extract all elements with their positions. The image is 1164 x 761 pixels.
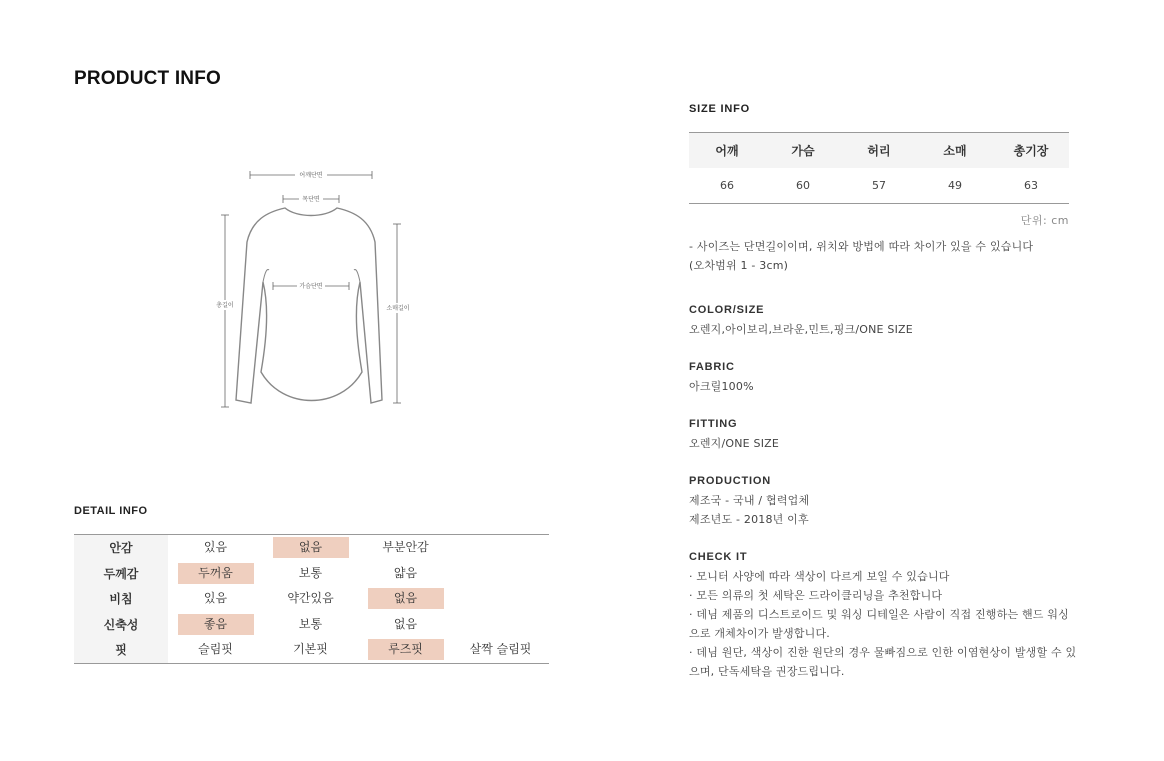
detail-option: 부분안감 [382,540,429,555]
detail-option: 보통 [298,616,323,631]
detail-option-selected: 좋음 [178,614,254,635]
detail-option: 슬림핏 [198,642,233,657]
detail-option-selected: 루즈핏 [368,639,444,660]
detail-info-title: DETAIL INFO [74,505,148,517]
garment-outline [236,208,382,403]
detail-option-selected: 두꺼움 [178,563,254,584]
color-size-heading: COLOR/SIZE [689,304,765,316]
size-value-cell: 60 [796,179,810,192]
production-line: 제조년도 - 2018년 이후 [689,513,809,526]
size-header-cell: 어깨 [715,144,739,158]
detail-info-table [74,534,549,664]
detail-option: 있음 [203,540,228,555]
size-table [689,132,1069,204]
check-it-item: · 모든 의류의 첫 세탁은 드라이클리닝을 추천합니다 [689,589,943,602]
detail-option: 없음 [393,616,418,631]
check-it-item: · 모니터 사양에 따라 색상이 다르게 보일 수 있습니다 [689,570,950,583]
detail-row-sheerness [74,586,549,612]
check-it-list [689,567,1079,681]
size-value-cell: 63 [1024,179,1038,192]
detail-row-thickness [74,561,549,587]
sleeve-measure-line [393,224,401,403]
chest-label: 가슴단면 [299,283,323,290]
detail-row-label: 안감 [74,535,168,561]
garment-measurement-diagram [205,162,425,417]
production-heading: PRODUCTION [689,475,771,487]
production-value [689,491,1079,529]
fitting-heading: FITTING [689,418,738,430]
size-note-line: - 사이즈는 단면길이이며, 위치와 방법에 따라 차이가 있을 수 있습니다 [689,240,1034,253]
detail-row-lining [74,535,549,561]
size-note-line: (오차범위 1 - 3cm) [689,259,789,272]
detail-option: 보통 [298,565,323,580]
size-header-cell: 가슴 [791,144,815,158]
neck-label: 목단면 [302,196,320,203]
check-it-heading: CHECK IT [689,551,748,563]
fabric-heading: FABRIC [689,361,735,373]
detail-option: 약간있음 [287,591,334,606]
color-size-value: 오렌지,아이보리,브라운,민트,핑크/ONE SIZE [689,323,913,336]
detail-option-selected: 없음 [368,588,444,609]
size-note [689,237,1109,275]
size-header-cell: 소매 [943,144,967,158]
detail-row-fit [74,637,549,663]
size-unit: 단위: cm [1020,214,1069,227]
detail-row-label: 핏 [74,637,168,663]
size-header-cell: 총기장 [1013,144,1049,158]
length-measure-line [221,215,229,407]
detail-row-label: 두께감 [74,561,168,587]
size-value-cell: 49 [948,179,962,192]
detail-option-selected: 없음 [273,537,349,558]
fitting-value: 오렌지/ONE SIZE [689,437,780,450]
length-label: 총길이 [216,302,234,309]
detail-option: 얇음 [393,565,418,580]
size-table-row [689,168,1069,203]
size-header-cell: 허리 [867,144,891,158]
detail-option: 기본핏 [293,642,328,657]
sleeve-label: 소매길이 [386,305,410,312]
shoulder-label: 어깨단면 [299,172,323,179]
production-line: 제조국 - 국내 / 협력업체 [689,494,810,507]
size-value-cell: 57 [872,179,886,192]
detail-row-label: 비침 [74,586,168,612]
fabric-value: 아크릴100% [689,380,754,393]
detail-row-label: 신축성 [74,612,168,638]
size-value-cell: 66 [720,179,734,192]
size-table-header [689,133,1069,168]
check-it-item: · 데님 원단, 색상이 진한 원단의 경우 물빠짐으로 인한 이염현상이 발생할 수 있으며, 단독세탁을 권장드립니다. [689,646,1077,678]
size-info-title: SIZE INFO [689,103,750,115]
detail-row-stretch [74,612,549,638]
page-title: PRODUCT INFO [74,68,222,89]
detail-option: 살짝 슬림핏 [469,642,532,657]
check-it-item: · 데님 제품의 디스트로이드 및 워싱 디테일은 사람이 직접 진행하는 핸드 워싱으로 개체차이가 발생합니다. [689,608,1069,640]
detail-option: 있음 [203,591,228,606]
